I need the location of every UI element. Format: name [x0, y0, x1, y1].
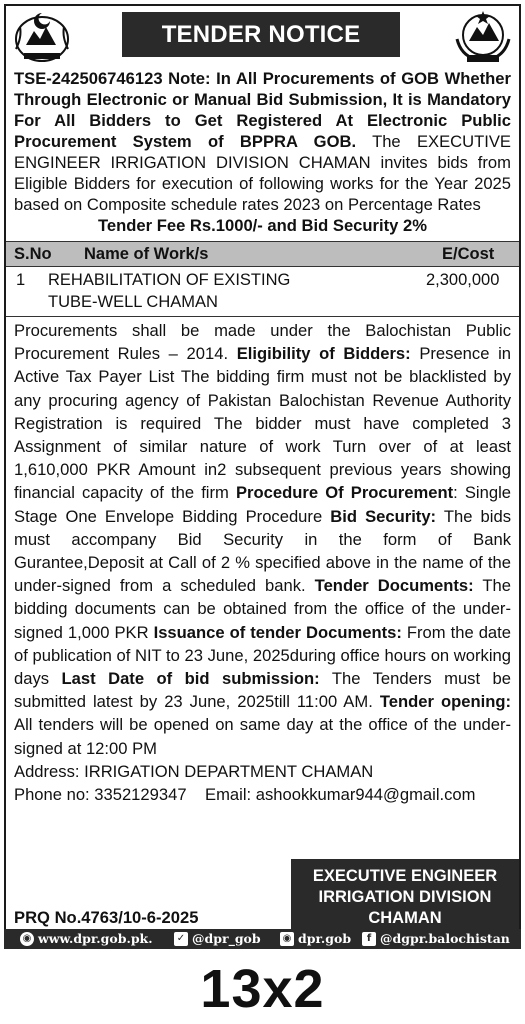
balochistan-emblem-icon: [12, 9, 72, 65]
prq-number: PRQ No.4763/10-6-2025: [14, 908, 199, 927]
table-row: [6, 267, 519, 317]
docs-text: The bidding documents can be obtained from the office of the under-signed 1,000 PKR: [14, 576, 512, 642]
tender-fee: Tender Fee Rs.1000/- and Bid Security 2%: [98, 216, 427, 235]
intro-note: TSE-242506746123 Note: In All Procurements of GOB Whether Through Electronic or Manual Bid Submission, It is Mandatory For All Bidders to Get Registered At Electronic Public Procurement System of BPPRA GOB.: [14, 69, 511, 151]
ad-size-label: 13x2: [200, 959, 325, 1019]
footer-bar: [4, 929, 521, 949]
instagram-text: dpr.gob: [298, 931, 352, 946]
dgpr-emblem-icon: [453, 9, 513, 65]
col-cost: E/Cost: [442, 245, 495, 263]
footer-website[interactable]: [20, 931, 153, 946]
row-sno: 1: [16, 271, 26, 289]
twitter-text: @dpr_gob: [192, 931, 261, 946]
footer-twitter[interactable]: [174, 931, 261, 946]
opening-label: Tender opening:: [379, 692, 512, 712]
opening-text: All tenders will be opened on same day at the office of the under-signed at 12:00 PM: [14, 715, 511, 758]
page-title: TENDER NOTICE: [122, 12, 400, 57]
eligibility-text: Presence in Active Tax Payer List The bidding firm must not be blacklisted by any procuring agency of Pakistan Balochistan Revenue Authority Registration is required The bidder must have completed 3 Assignment of similar nature of work Turn over of at least 1,610,000 PKR Amount in2 subsequent previous years showing financial capacity of the firm: [14, 344, 511, 503]
signature-line1: EXECUTIVE ENGINEER: [312, 866, 498, 885]
procedure-label: Procedure Of Procurement: [235, 483, 454, 503]
docs-label: Tender Documents:: [314, 576, 474, 596]
eligibility-label: Eligibility of Bidders:: [236, 344, 411, 364]
facebook-icon: f: [362, 932, 376, 946]
lastdate-text: The Tenders must be submitted latest by 23 June, 2025till 11:00 AM.: [14, 669, 511, 712]
conditions-paragraph: [6, 317, 519, 760]
rules-text: Procurements shall be made under the Balochistan Public Procurement Rules – 2014.: [14, 321, 511, 364]
phone: Phone no: 3352129347: [14, 785, 187, 805]
footer-facebook[interactable]: [362, 931, 510, 946]
col-name: Name of Work/s: [84, 245, 209, 263]
table-header: [6, 241, 519, 267]
row-name-line2: TUBE-WELL CHAMAN: [48, 293, 218, 311]
header: [6, 6, 519, 66]
globe-icon: ◉: [20, 932, 34, 946]
website-text: www.dpr.gob.pk.: [38, 931, 153, 946]
security-label: Bid Security:: [330, 506, 437, 526]
lastdate-label: Last Date of bid submission:: [61, 669, 320, 689]
issuance-label: Issuance of tender Documents:: [153, 622, 402, 642]
signature-line3: CHAMAN: [368, 908, 442, 927]
signature-box: [291, 859, 519, 935]
col-sno: S.No: [14, 245, 52, 263]
instagram-icon: ◉: [280, 932, 294, 946]
intro-paragraph: [6, 66, 519, 215]
address: Address: IRRIGATION DEPARTMENT CHAMAN: [14, 761, 374, 781]
tender-notice-frame: [4, 4, 521, 949]
row-cost: 2,300,000: [426, 271, 500, 289]
procedure-text: : Single Stage One Envelope Bidding Procedure: [14, 483, 511, 526]
security-text: The bids must accompany Bid Security in the form of Bank Gurantee,Deposit at Call of 2 % specified above in the name of the under-signed from a scheduled bank.: [14, 506, 511, 596]
contact-line: [6, 783, 519, 806]
signature-line2: IRRIGATION DIVISION: [318, 887, 492, 906]
facebook-text: @dgpr.balochistan: [380, 931, 510, 946]
footer-instagram[interactable]: [280, 931, 351, 946]
issuance-text: From the date of publication of NIT to 23 June, 2025during office hours on working days: [14, 622, 511, 689]
email: Email: ashookkumar944@gmail.com: [205, 785, 476, 805]
twitter-icon: ✓: [174, 932, 188, 946]
intro-text: The EXECUTIVE ENGINEER IRRIGATION DIVISION CHAMAN invites bids from Eligible Bidders for execution of following works for the Year 2025 based on Composite schedule rates 2023 on Percentage Rates: [14, 132, 511, 214]
row-name-line1: REHABILITATION OF EXISTING: [48, 271, 291, 289]
